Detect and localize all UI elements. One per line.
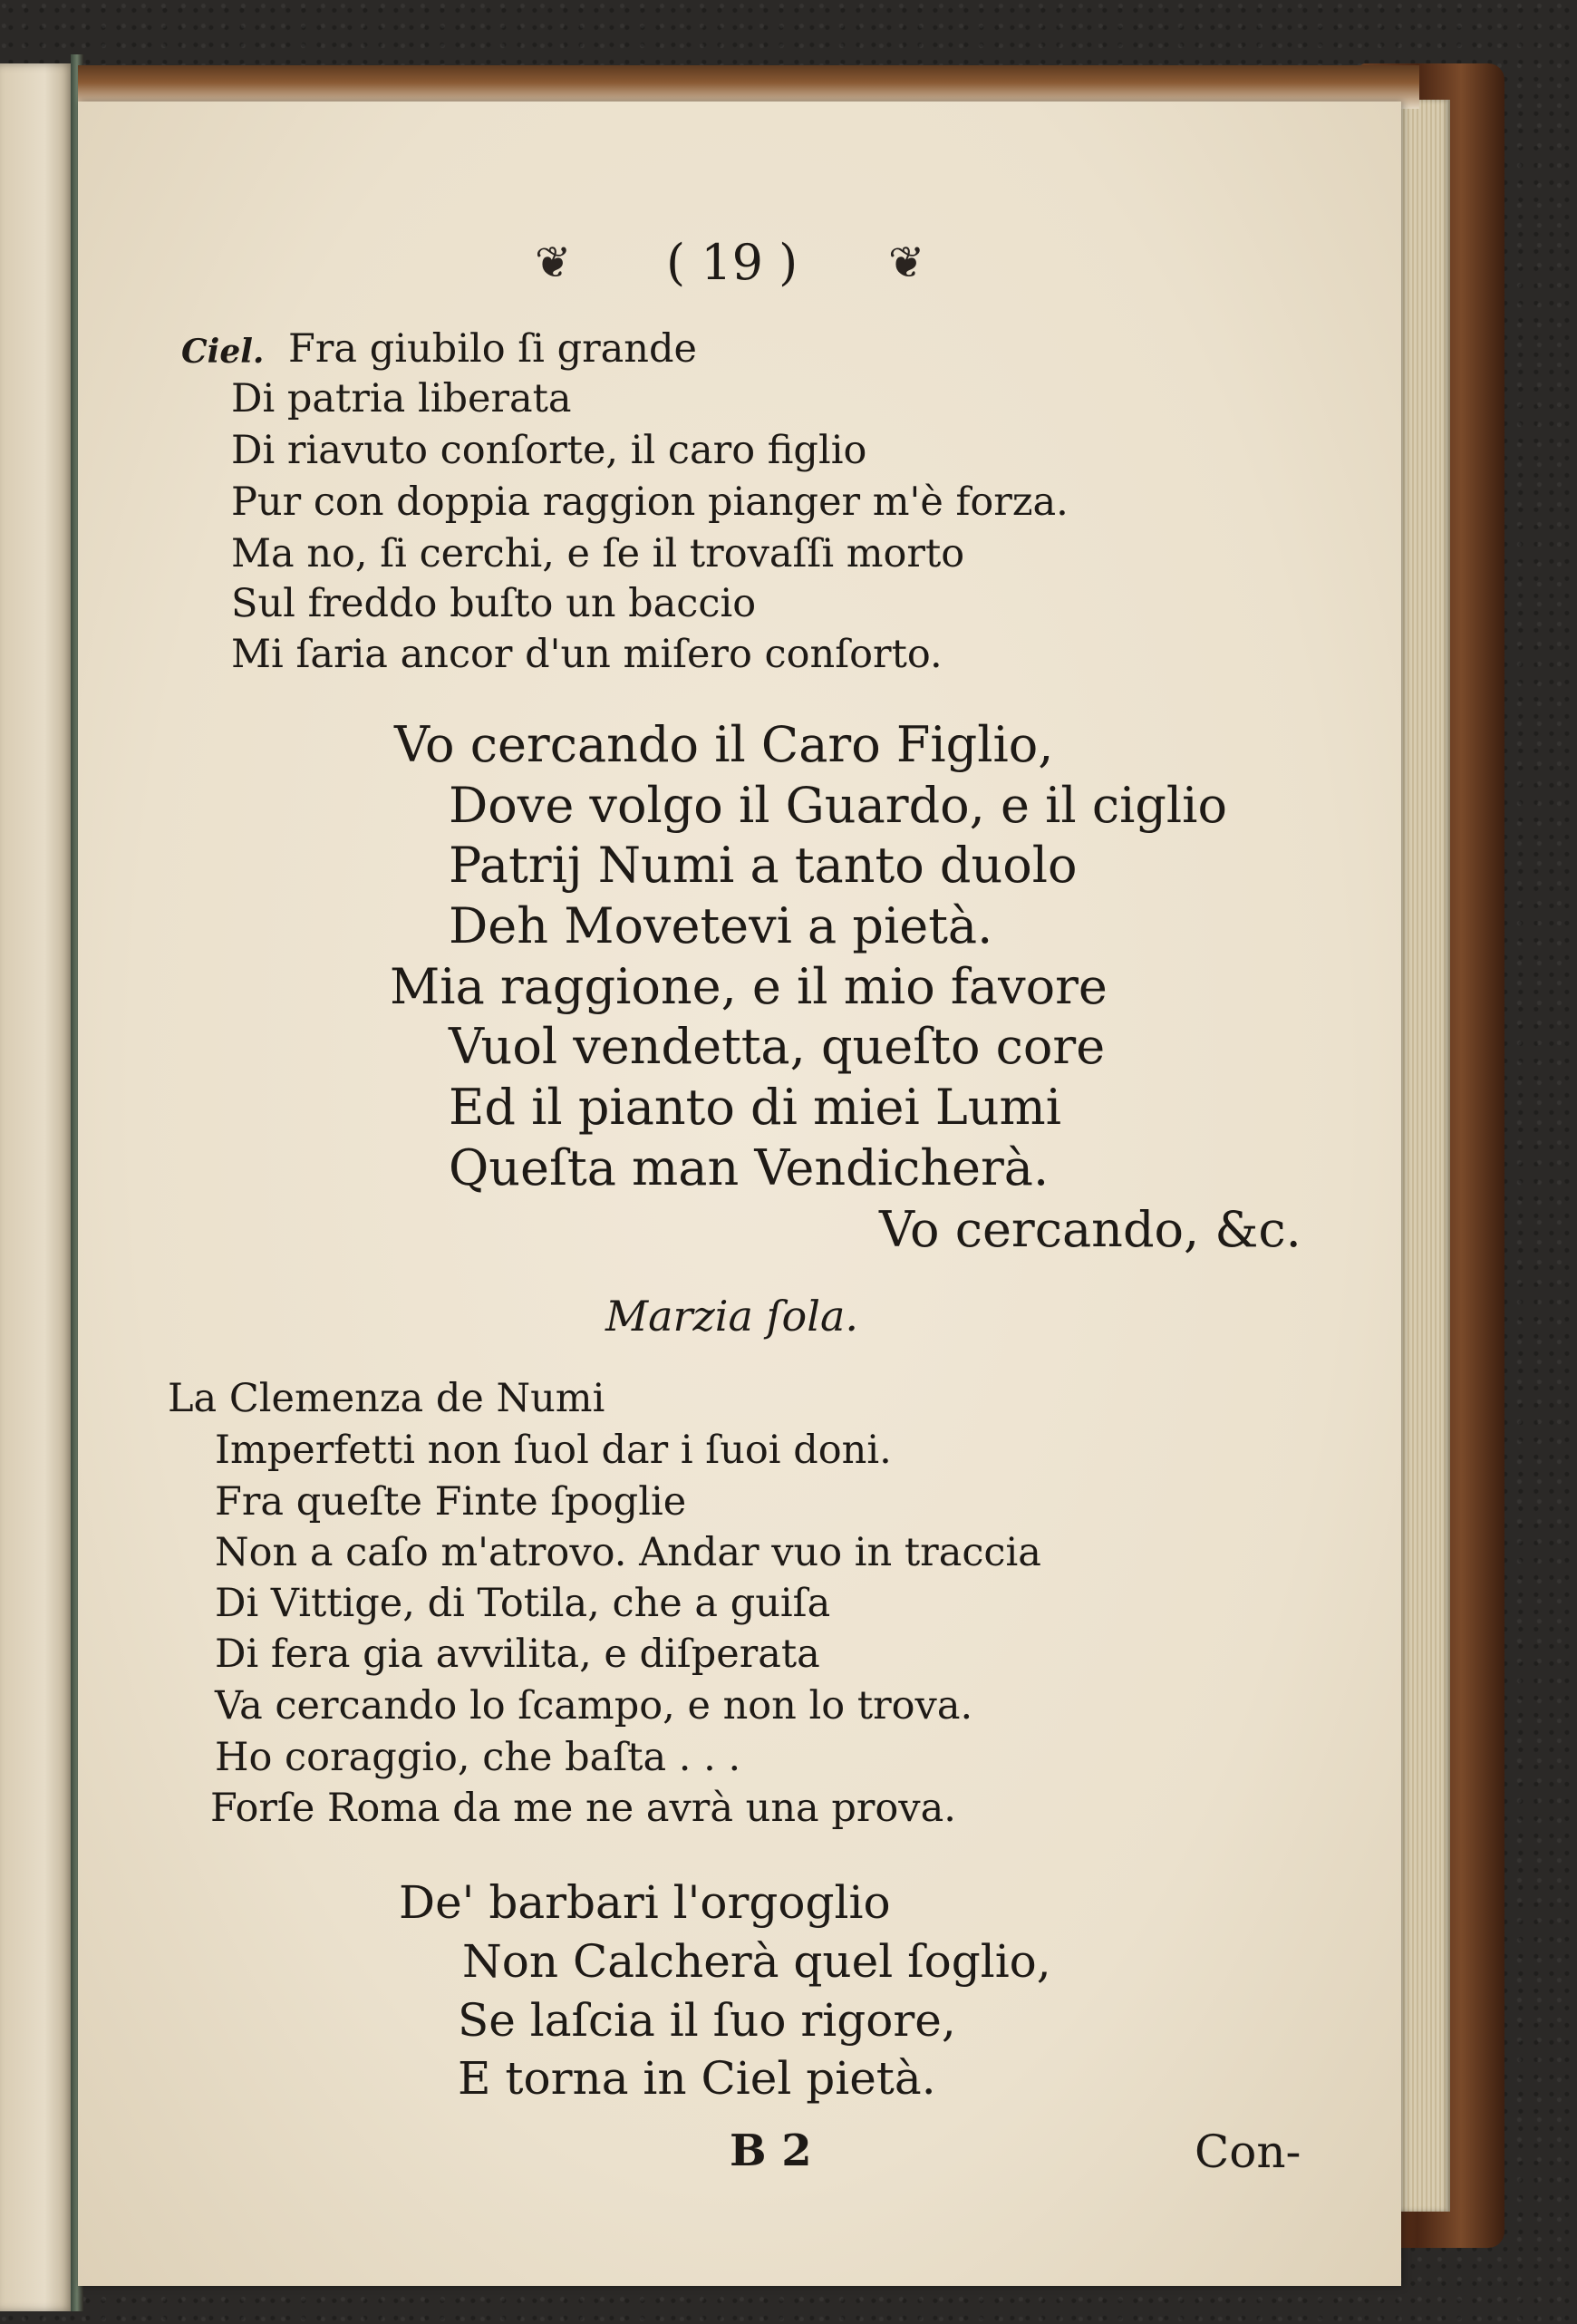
aria-line: Queſta man Vendicherà. (449, 1139, 1050, 1196)
header-ornament-left: ❦ (535, 237, 576, 288)
da-capo-line: Vo cercando, &c. (879, 1201, 1301, 1258)
recitative-line: Imperfetti non ſuol dar i ſuoi doni. (215, 1428, 892, 1473)
recitative-line: Ho coraggio, che baſta . . . (215, 1735, 741, 1780)
aria-line: Vo cercando il Caro Figlio, (394, 716, 1054, 773)
aria-line: Vuol vendetta, queſto core (449, 1018, 1106, 1075)
recitative-line: Non a caſo m'atrovo. Andar vuo in traccia (215, 1530, 1041, 1575)
recitative-line: Di riavuto conſorte, il caro figlio (231, 428, 867, 473)
signature-mark: B 2 (730, 2125, 812, 2176)
aria-line: Dove volgo il Guardo, e il ciglio (449, 777, 1227, 834)
recitative-line: Pur con doppia raggion pianger m'è forza. (231, 479, 1069, 525)
recitative-line: Di Vittige, di Totila, che a guiſa (215, 1581, 831, 1626)
recitative-line: Forſe Roma da me ne avrà una prova. (210, 1786, 956, 1831)
header-ornament-right: ❦ (888, 237, 929, 288)
recitative-line: Fra queſte Finte ſpoglie (215, 1479, 687, 1525)
recitative-line: Fra giubilo ſi grande (288, 326, 697, 372)
aria-line: Ed il pianto di miei Lumi (449, 1079, 1062, 1136)
aria-line: Patrij Numi a tanto duolo (449, 837, 1078, 894)
page-number: ( 19 ) (666, 234, 798, 291)
previous-page-edge (0, 63, 74, 2311)
aria-line: Non Calcherà quel ſoglio, (462, 1935, 1051, 1988)
recitative-line: La Clemenza de Numi (168, 1376, 605, 1421)
aria-line: Deh Movetevi a pietà. (449, 897, 993, 954)
recitative-line: Di patria liberata (231, 376, 572, 421)
aria-line: De' barbari l'orgoglio (399, 1876, 891, 1929)
recitative-line: Di fera gia avvilita, e diſperata (215, 1632, 820, 1677)
aria-line: Se laſcia il ſuo rigore, (458, 1994, 956, 2047)
aria-line: Mia raggione, e il mio favore (390, 958, 1108, 1015)
aria-line: E torna in Ciel pietà. (458, 2052, 936, 2105)
catchword: Con- (1195, 2125, 1301, 2178)
scene-heading: Marzia ſola. (605, 1292, 858, 1341)
recitative-line: Mi ſaria ancor d'un miſero conſorto. (231, 632, 943, 677)
recitative-line: Ma no, ſi cerchi, e ſe il trovaſſi morto (231, 531, 965, 576)
recitative-line: Va cercando lo ſcampo, e non lo trova. (215, 1683, 973, 1728)
recitative-line: Sul freddo buſto un baccio (231, 581, 757, 626)
speaker-label: Ciel. (181, 333, 265, 371)
